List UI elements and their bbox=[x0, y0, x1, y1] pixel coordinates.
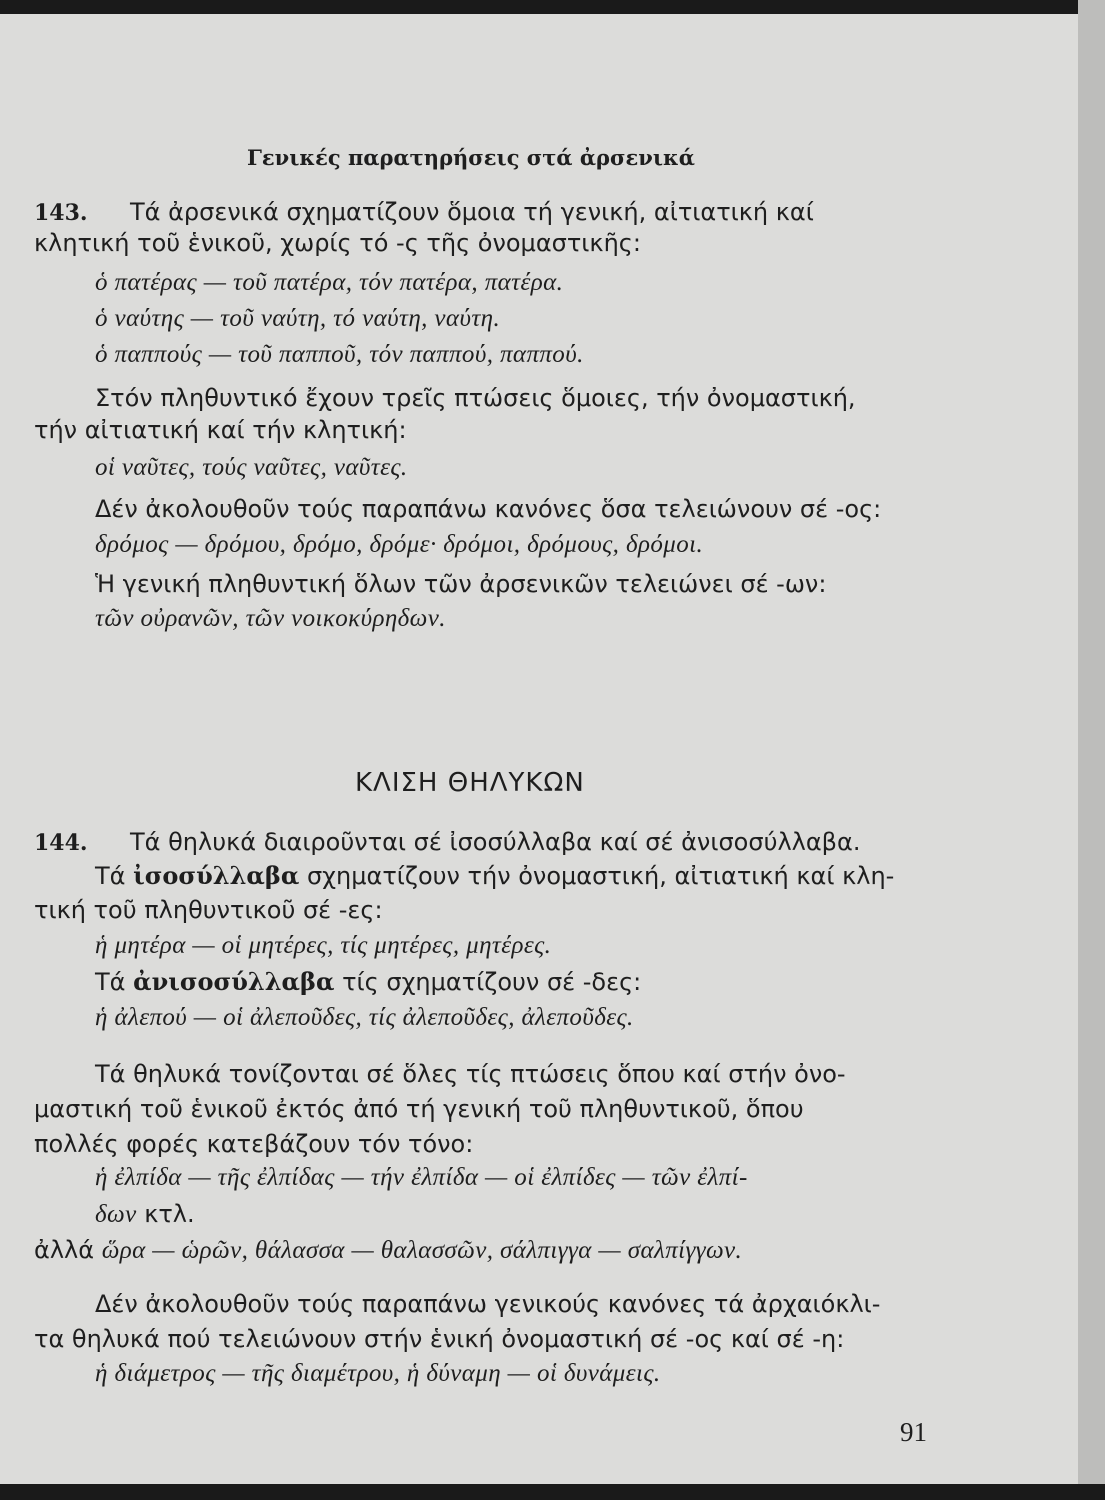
right-scan-border bbox=[1078, 0, 1105, 1500]
plural-rule-line-1: Στόν πληθυντικό ἔχουν τρεῖς πτώσεις ὅμοιες, τήν ὀνομαστική, bbox=[95, 384, 856, 412]
anisosyllaba-rule: Τά ἀνισοσύλλαβα τίς σχηματίζουν σέ -δες: bbox=[95, 967, 642, 996]
archaic-rule-line-1: Δέν ἀκολουθοῦν τούς παραπάνω γενικούς κανόνες τά ἀρχαιόκλι- bbox=[95, 1290, 881, 1318]
paragraph-143-line-2: κλητική τοῦ ἑνικοῦ, χωρίς τό -ς τῆς ὀνομαστικῆς: bbox=[34, 229, 641, 257]
paragraph-number-143: 143. bbox=[34, 200, 88, 226]
example-dromos: δρόμος — δρόμου, δρόμο, δρόμε· δρόμοι, δρόμους, δρόμοι. bbox=[95, 531, 704, 558]
term-isosyllaba: ἰσοσύλλαβα bbox=[133, 861, 300, 890]
paragraph-143-line-1: 143. Τά ἀρσενικά σχηματίζουν ὅμοια τή γενική, αἰτιατική καί bbox=[34, 198, 814, 226]
paragraph-144-line-1: 144. Τά θηλυκά διαιροῦνται σέ ἰσοσύλλαβα καί σέ ἀνισοσύλλαβα. bbox=[34, 828, 861, 856]
isosyllaba-rule-line-1: Τά ἰσοσύλλαβα σχηματίζουν τήν ὀνομαστική, αἰτιατική καί κλη- bbox=[95, 861, 895, 890]
archaic-rule-line-2: τα θηλυκά πού τελειώνουν στήν ἑνική ὀνομαστική σέ -ος καί σέ -η: bbox=[34, 1325, 845, 1353]
example-naftes: οἱ ναῦτες, τούς ναῦτες, ναῦτες. bbox=[95, 454, 408, 481]
accent-rule-line-2: μαστική τοῦ ἑνικοῦ ἐκτός ἀπό τή γενική τοῦ πληθυντικοῦ, ὅπου bbox=[34, 1095, 804, 1123]
plural-rule-line-2: τήν αἰτιατική καί τήν κλητική: bbox=[34, 416, 407, 444]
example-mitera: ἡ μητέρα — οἱ μητέρες, τίς μητέρες, μητέρες. bbox=[95, 932, 552, 959]
example-pateras: ὁ πατέρας — τοῦ πατέρα, τόν πατέρα, πατέρα. bbox=[95, 269, 564, 296]
term-anisosyllaba: ἀνισοσύλλαβα bbox=[133, 967, 335, 996]
example-genitive-plural: τῶν οὐρανῶν, τῶν νοικοκύρηδων. bbox=[95, 605, 446, 632]
example-naftis: ὁ ναύτης — τοῦ ναύτη, τό ναύτη, ναύτη. bbox=[95, 305, 501, 332]
paragraph-number-144: 144. bbox=[34, 830, 88, 856]
example-pappous: ὁ παππούς — τοῦ παπποῦ, τόν παππού, παππού. bbox=[95, 341, 584, 368]
example-ora-thalassa: ἀλλά ὥρα — ὡρῶν, θάλασσα — θαλασσῶν, σάλπιγγα — σαλπίγγων. bbox=[34, 1236, 743, 1264]
accent-rule-line-3: πολλές φορές κατεβάζουν τόν τόνο: bbox=[34, 1130, 474, 1158]
masculine-remarks-heading: Γενικές παρατηρήσεις στά ἀρσενικά bbox=[247, 145, 695, 170]
bottom-scan-border bbox=[0, 1484, 1105, 1500]
accent-rule-line-1: Τά θηλυκά τονίζονται σέ ὅλες τίς πτώσεις ὅπου καί στήν ὀνο- bbox=[95, 1060, 846, 1088]
genitive-plural-rule: Ἡ γενική πληθυντική ὅλων τῶν ἀρσενικῶν τελειώνει σέ -ων: bbox=[95, 570, 827, 598]
top-scan-border bbox=[0, 0, 1105, 14]
example-alepou: ἡ ἀλεπού — οἱ ἀλεποῦδες, τίς ἀλεποῦδες, ἀλεποῦδες. bbox=[95, 1004, 634, 1031]
isosyllaba-rule-line-2: τική τοῦ πληθυντικοῦ σέ -ες: bbox=[34, 896, 383, 924]
section-title-feminine-declension: ΚΛΙΣΗ ΘΗΛΥΚΩΝ bbox=[355, 768, 585, 798]
exception-os-rule: Δέν ἀκολουθοῦν τούς παραπάνω κανόνες ὅσα τελειώνουν σέ -ος: bbox=[95, 495, 882, 523]
example-elpida: ἡ ἐλπίδα — τῆς ἐλπίδας — τήν ἐλπίδα — οἱ ἐλπίδες — τῶν ἐλπί- bbox=[95, 1164, 748, 1191]
book-page bbox=[0, 14, 1078, 1484]
page-number: 91 bbox=[900, 1417, 927, 1447]
example-elpida-continued: δων κτλ. bbox=[95, 1200, 195, 1228]
example-diametros-dynami: ἡ διάμετρος — τῆς διαμέτρου, ἡ δύναμη — οἱ δυνάμεις. bbox=[95, 1360, 661, 1387]
